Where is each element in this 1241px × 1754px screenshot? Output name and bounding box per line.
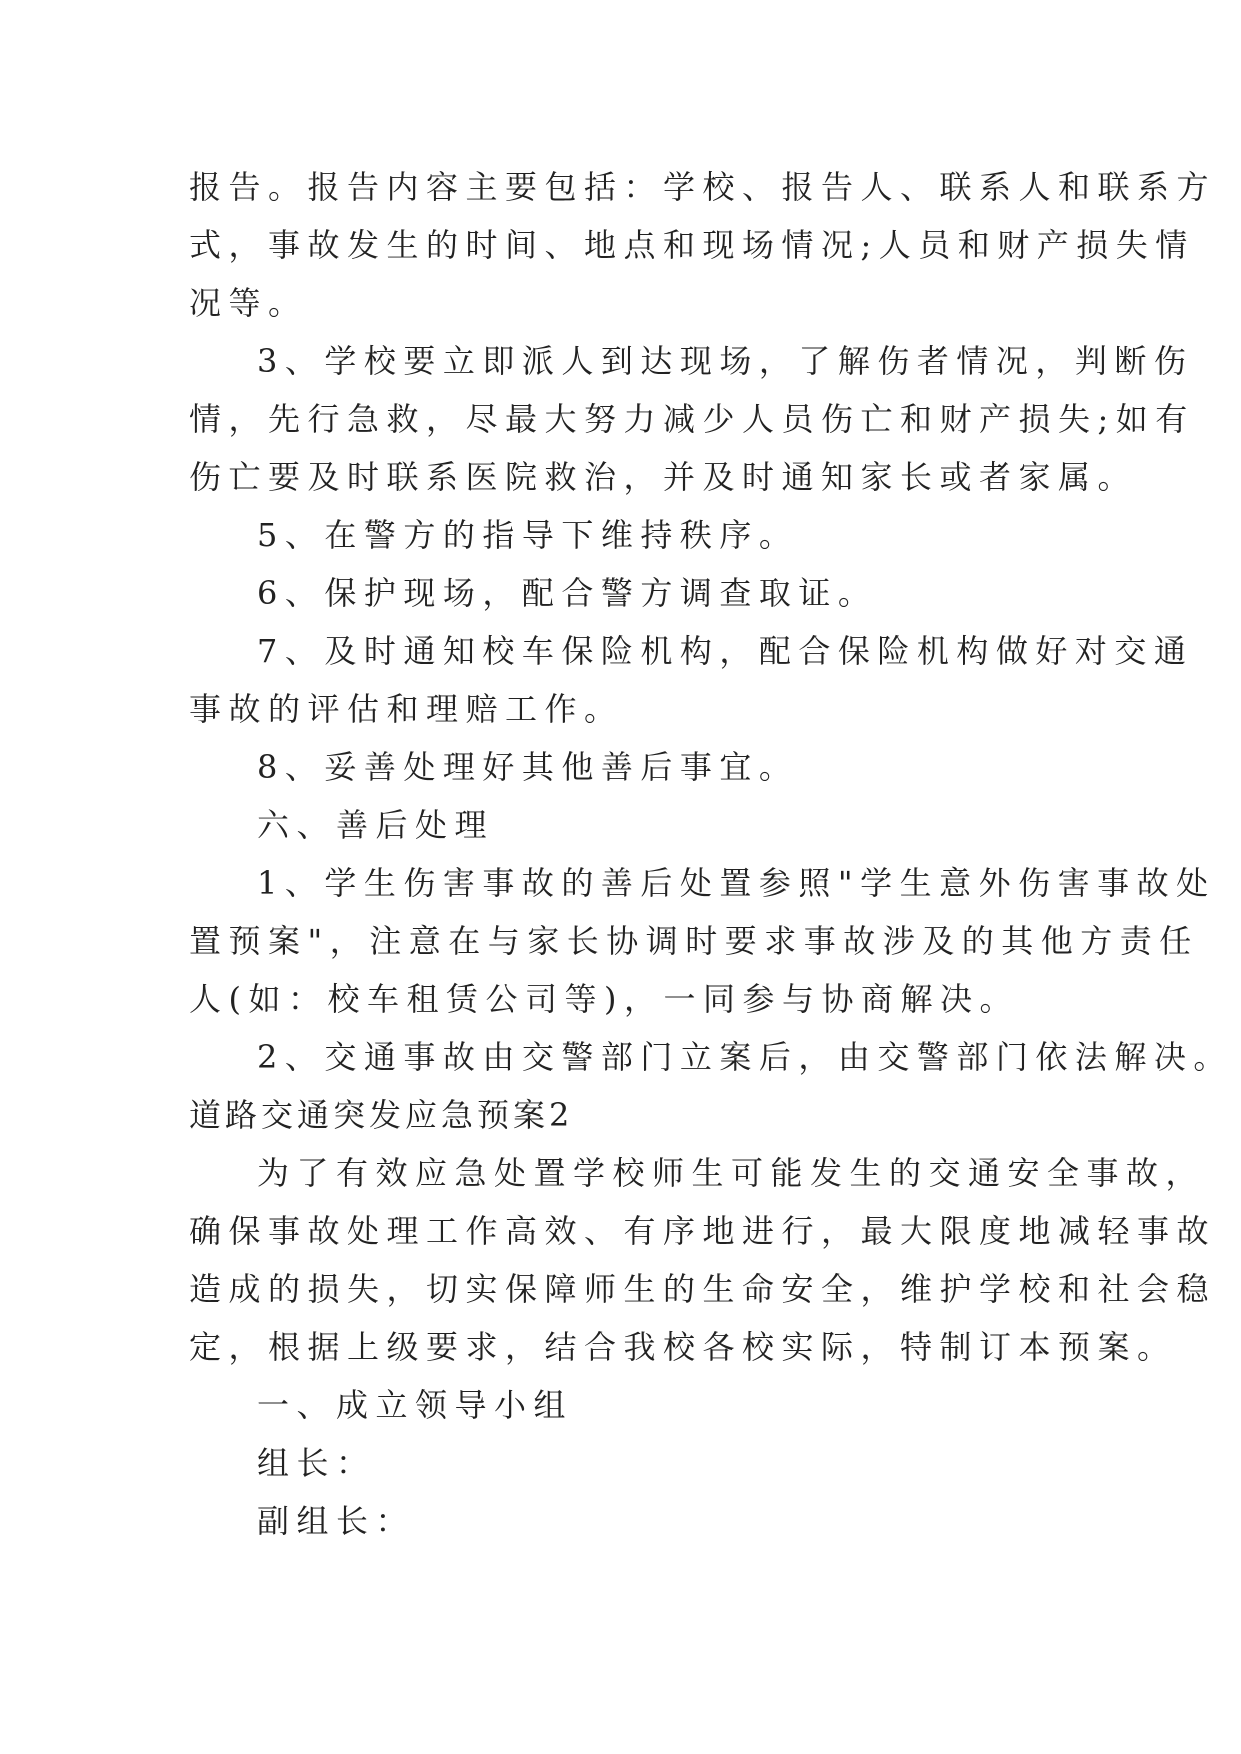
paragraph-line: 置预案"，注意在与家长协调时要求事故涉及的其他方责任 (189, 922, 1199, 960)
paragraph-line: 报告。报告内容主要包括：学校、报告人、联系人和联系方 (189, 168, 1217, 206)
paragraph-line: 8、妥善处理好其他善后事宜。 (257, 748, 799, 786)
paragraph-line: 5、在警方的指导下维持秩序。 (257, 516, 799, 554)
paragraph-line: 定，根据上级要求，结合我校各校实际，特制订本预案。 (189, 1328, 1177, 1366)
field-label: 副组长： (257, 1502, 416, 1540)
paragraph-line: 况等。 (189, 284, 308, 322)
document-title: 道路交通突发应急预案2 (189, 1096, 574, 1134)
paragraph-line: 为了有效应急处置学校师生可能发生的交通安全事故， (257, 1154, 1206, 1192)
paragraph-line: 7、及时通知校车保险机构，配合保险机构做好对交通 (257, 632, 1194, 670)
paragraph-line: 确保事故处理工作高效、有序地进行，最大限度地减轻事故 (189, 1212, 1217, 1250)
field-label: 组长： (257, 1444, 376, 1482)
paragraph-line: 6、保护现场，配合警方调查取证。 (257, 574, 878, 612)
paragraph-line: 情，先行急救，尽最大努力减少人员伤亡和财产损失;如有 (189, 400, 1195, 438)
paragraph-line: 伤亡要及时联系医院救治，并及时通知家长或者家属。 (189, 458, 1138, 496)
paragraph-line: 式，事故发生的时间、地点和现场情况;人员和财产损失情 (189, 226, 1195, 264)
paragraph-line: 事故的评估和理赔工作。 (189, 690, 624, 728)
paragraph-line: 人(如：校车租赁公司等)，一同参与协商解决。 (189, 980, 1019, 1018)
paragraph-line: 2、交通事故由交警部门立案后，由交警部门依法解决。 (257, 1038, 1233, 1076)
section-heading: 一、成立领导小组 (257, 1386, 574, 1424)
paragraph-line: 3、学校要立即派人到达现场，了解伤者情况，判断伤 (257, 342, 1194, 380)
paragraph-line: 造成的损失，切实保障师生的生命安全，维护学校和社会稳 (189, 1270, 1217, 1308)
paragraph-line: 1、学生伤害事故的善后处置参照"学生意外伤害事故处 (257, 864, 1216, 902)
section-heading: 六、善后处理 (257, 806, 495, 844)
